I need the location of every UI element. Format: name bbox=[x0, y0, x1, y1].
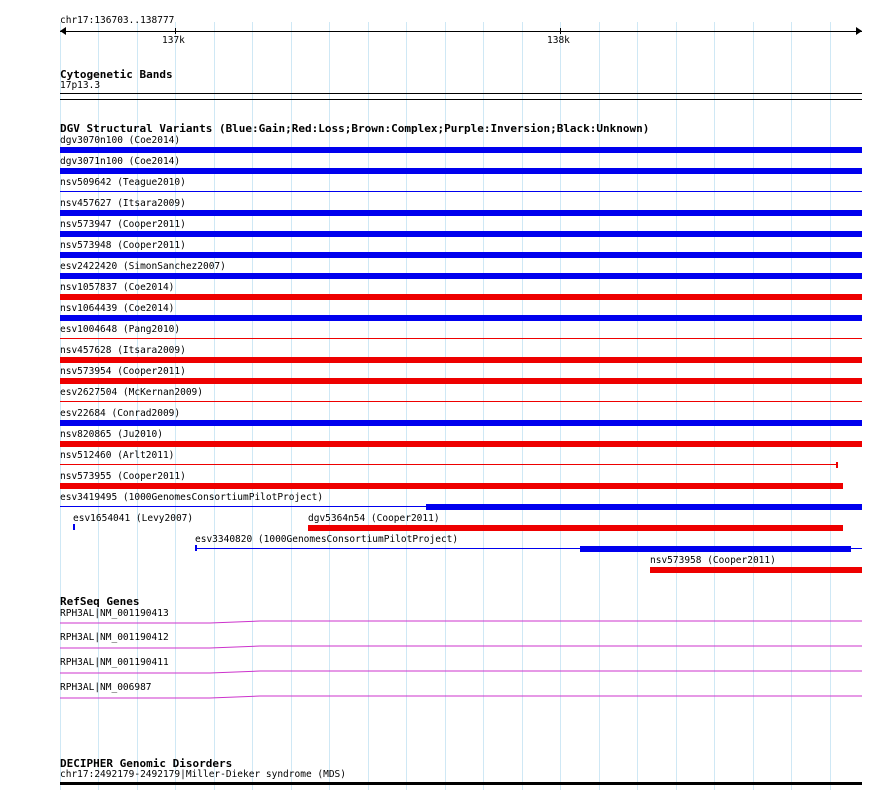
dgv-item-label[interactable]: esv1004648 (Pang2010) bbox=[60, 324, 181, 335]
decipher-entry-bar[interactable] bbox=[60, 782, 862, 785]
dgv-item-label[interactable]: nsv457628 (Itsara2009) bbox=[60, 345, 186, 356]
dgv-item-label[interactable]: nsv820865 (Ju2010) bbox=[60, 429, 163, 440]
dgv-item-label[interactable]: nsv509642 (Teague2010) bbox=[60, 177, 186, 188]
dgv-item-label[interactable]: esv2422420 (SimonSanchez2007) bbox=[60, 261, 226, 272]
dgv-item-label[interactable]: nsv512460 (Arlt2011) bbox=[60, 450, 175, 461]
dgv-item-label[interactable]: dgv3070n100 (Coe2014) bbox=[60, 135, 181, 146]
decipher-title: DECIPHER Genomic Disorders bbox=[60, 757, 233, 770]
dgv-item-label[interactable]: nsv1057837 (Coe2014) bbox=[60, 282, 175, 293]
dgv-item-label[interactable]: esv2627504 (McKernan2009) bbox=[60, 387, 203, 398]
dgv-item-label[interactable]: nsv573947 (Cooper2011) bbox=[60, 219, 186, 230]
dgv-item-label[interactable]: esv3340820 (1000GenomesConsortiumPilotProject) bbox=[195, 534, 459, 545]
refseq-gene-line[interactable] bbox=[60, 671, 862, 673]
ruler-position: chr17:136703..138777 bbox=[60, 15, 175, 26]
dgv-item-label[interactable]: nsv573948 (Cooper2011) bbox=[60, 240, 186, 251]
dgv-item-label[interactable]: nsv1064439 (Coe2014) bbox=[60, 303, 175, 314]
refseq-gene-label[interactable]: RPH3AL|NM_001190411 bbox=[60, 657, 169, 668]
refseq-gene-line[interactable] bbox=[60, 621, 862, 623]
dgv-item-label[interactable]: esv3419495 (1000GenomesConsortiumPilotProject) bbox=[60, 492, 324, 503]
dgv-item-label[interactable]: dgv5364n54 (Cooper2011) bbox=[308, 513, 440, 524]
refseq-gene-line[interactable] bbox=[60, 696, 862, 698]
dgv-item-label[interactable]: nsv573954 (Cooper2011) bbox=[60, 366, 186, 377]
cytoband-title: Cytogenetic Bands bbox=[60, 68, 173, 81]
dgv-item-label[interactable]: dgv3071n100 (Coe2014) bbox=[60, 156, 181, 167]
cytoband-label[interactable]: 17p13.3 bbox=[60, 80, 101, 91]
refseq-gene-label[interactable]: RPH3AL|NM_001190412 bbox=[60, 632, 169, 643]
dgv-title: DGV Structural Variants (Blue:Gain;Red:Loss;Brown:Complex;Purple:Inversion;Black:Unknown) bbox=[60, 122, 650, 135]
refseq-gene-label[interactable]: RPH3AL|NM_001190413 bbox=[60, 608, 169, 619]
dgv-item-label[interactable]: nsv573955 (Cooper2011) bbox=[60, 471, 186, 482]
dgv-item-label[interactable]: esv22684 (Conrad2009) bbox=[60, 408, 181, 419]
refseq-gene-label[interactable]: RPH3AL|NM_006987 bbox=[60, 682, 152, 693]
dgv-item-label[interactable]: esv1654041 (Levy2007) bbox=[73, 513, 194, 524]
ruler-tick-label-138k: 138k bbox=[547, 35, 570, 46]
ruler-tick-label-137k: 137k bbox=[162, 35, 185, 46]
decipher-entry-label[interactable]: chr17:2492179-2492179|Miller-Dieker syndrome (MDS) bbox=[60, 769, 346, 780]
refseq-title: RefSeq Genes bbox=[60, 595, 140, 608]
refseq-gene-line[interactable] bbox=[60, 646, 862, 648]
dgv-item-label[interactable]: nsv457627 (Itsara2009) bbox=[60, 198, 186, 209]
dgv-item-label[interactable]: nsv573958 (Cooper2011) bbox=[650, 555, 776, 566]
